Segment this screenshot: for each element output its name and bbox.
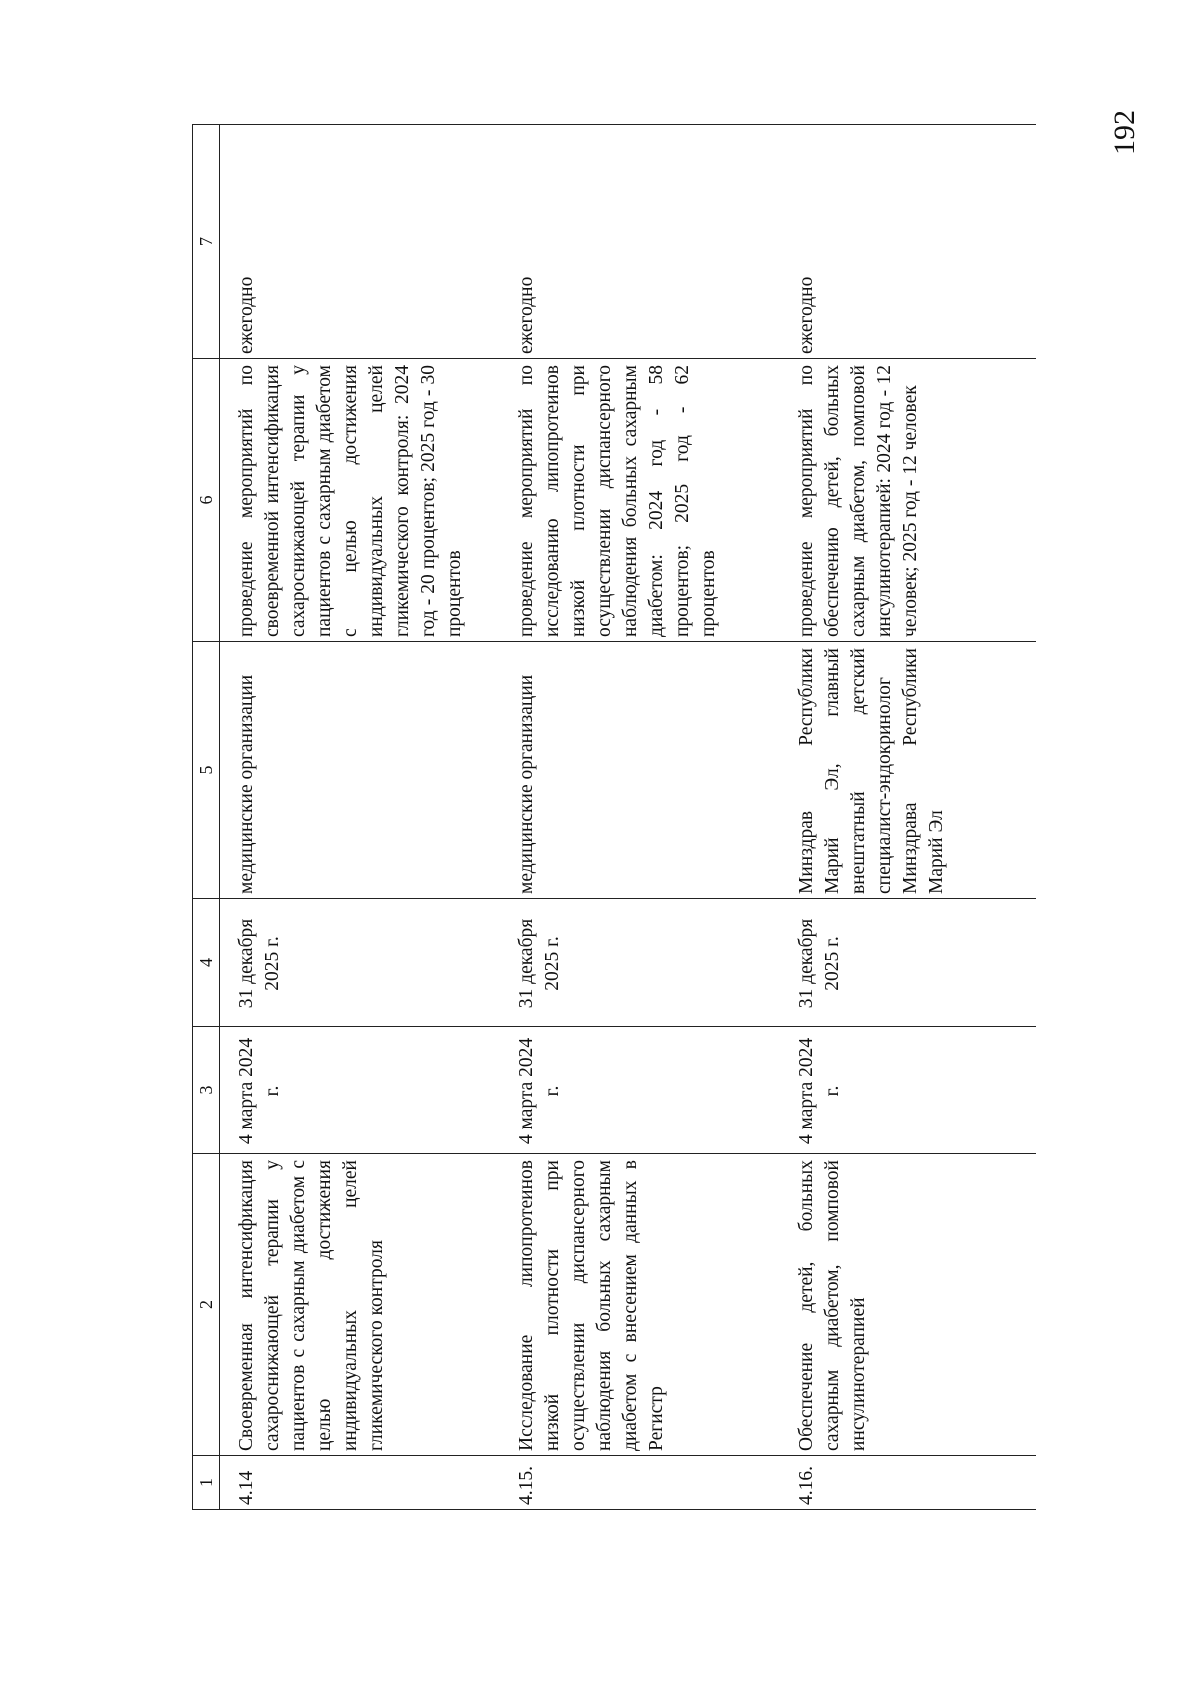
column-header: 3	[193, 1027, 220, 1154]
responsible-cell: Минздрав Республики Марий Эл, главный внештатный детский специалист-эндокринолог Минздрава Республики Марий Эл	[780, 642, 1036, 899]
column-header: 6	[193, 359, 220, 642]
page-number: 192	[1108, 110, 1141, 155]
end-date-cell: 31 декабря 2025 г.	[780, 899, 1036, 1027]
result-cell: проведение мероприятий по исследованию липопротеинов низкой плотности при осуществлении диспансерного наблюдения больных сахарным диабетом: 2024 год - 58 процентов; 2025 год - 62 процентов	[500, 359, 780, 642]
end-date-cell: 31 декабря 2025 г.	[500, 899, 780, 1027]
row-number: 4.15.	[500, 1456, 780, 1510]
responsible-cell: медицинские организации	[500, 642, 780, 899]
frequency-cell: ежегодно	[500, 125, 780, 359]
column-header: 7	[193, 125, 220, 359]
frequency-cell: ежегодно	[780, 125, 1036, 359]
activity-cell: Обеспечение детей, больных сахарным диабетом, помповой инсулинотерапией	[780, 1154, 1036, 1456]
column-header: 5	[193, 642, 220, 899]
row-number: 4.16.	[780, 1456, 1036, 1510]
rotated-table-area	[192, 125, 1040, 1510]
activity-cell: Исследование липопротеинов низкой плотности при осуществлении диспансерного наблюдения больных сахарным диабетом с внесением данных в Регистр	[500, 1154, 780, 1456]
start-date-cell: 4 марта 2024 г.	[500, 1027, 780, 1154]
frequency-cell: ежегодно	[220, 125, 501, 359]
result-cell: проведение мероприятий по обеспечению детей, больных сахарным диабетом, помповой инсулинотерапией: 2024 год - 12 человек; 2025 год - 12 человек	[780, 359, 1036, 642]
end-date-cell: 31 декабря 2025 г.	[220, 899, 501, 1027]
column-header: 1	[193, 1456, 220, 1510]
column-header: 4	[193, 899, 220, 1027]
row-number: 4.14	[220, 1456, 501, 1510]
column-header: 2	[193, 1154, 220, 1456]
start-date-cell: 4 марта 2024 г.	[780, 1027, 1036, 1154]
table-row	[220, 125, 501, 1510]
activity-cell: Своевременная интенсификация сахароснижающей терапии у пациентов с сахарным диабетом с целью достижения индивидуальных целей гликемического контроля	[220, 1154, 501, 1456]
table-row	[500, 125, 780, 1510]
column-number-row	[193, 125, 220, 1510]
table-row	[780, 125, 1036, 1510]
measures-table	[192, 124, 1036, 1510]
start-date-cell: 4 марта 2024 г.	[220, 1027, 501, 1154]
result-cell: проведение мероприятий по своевременной интенсификация сахароснижающей терапии у пациентов с сахарным диабетом с целью достижения индивидуальных целей гликемического контроля: 2024 год - 20 процентов; 2025 год - 30 процентов	[220, 359, 501, 642]
responsible-cell: медицинские организации	[220, 642, 501, 899]
